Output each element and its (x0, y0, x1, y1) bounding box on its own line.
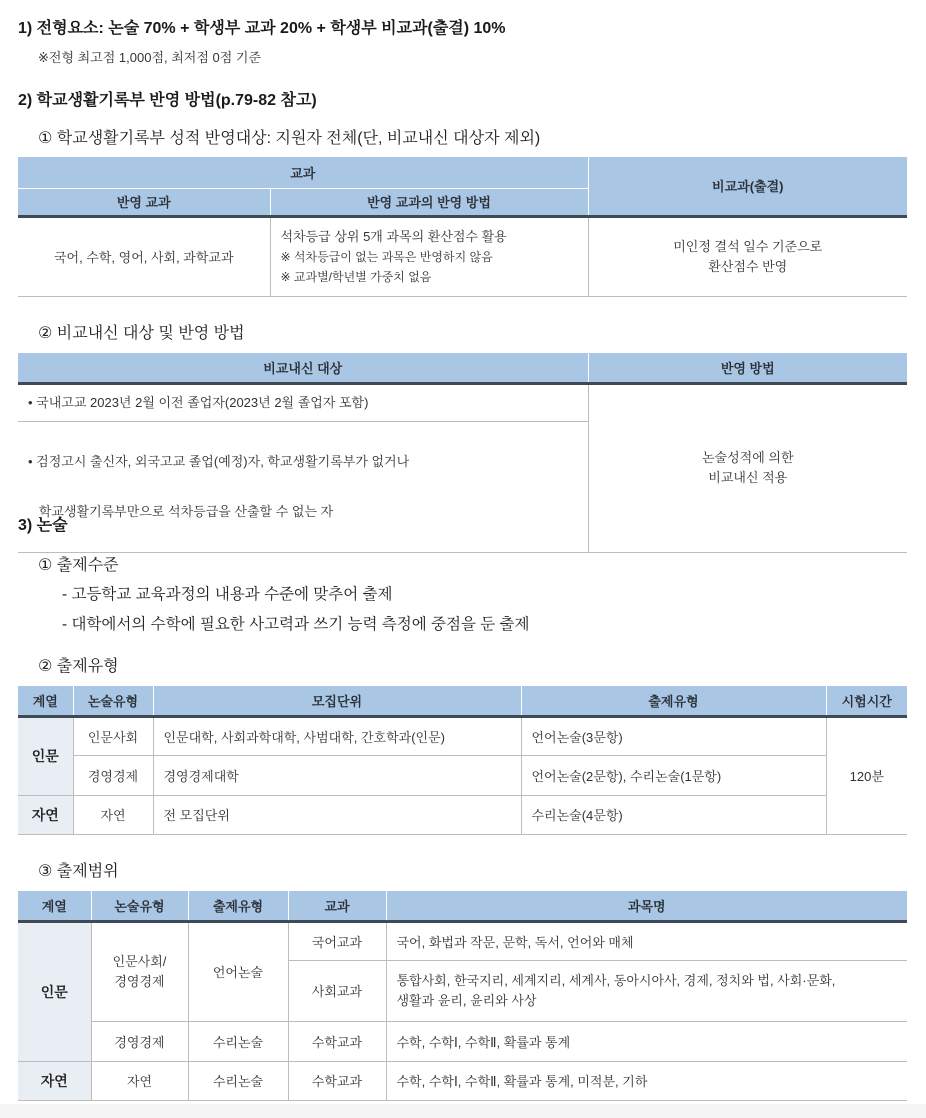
header-time: 시험시간 (826, 686, 907, 716)
score-note: ※전형 최고점 1,000점, 최저점 0점 기준 (38, 50, 262, 65)
format-cell: 언어논술(2문항), 수리논술(1문항) (521, 755, 826, 795)
track-cell: 인문 (18, 921, 91, 1061)
format-cell: 수리논술(4문항) (521, 795, 826, 834)
header-essay-type: 논술유형 (91, 891, 188, 921)
table-row (18, 716, 907, 755)
header-essay-type: 논술유형 (73, 686, 153, 716)
table-row (18, 1021, 907, 1061)
method-line: ※ 교과별/학년별 가중치 없음 (280, 269, 432, 284)
track-cell: 자연 (18, 1061, 91, 1100)
table-row (18, 921, 907, 960)
essay-type-cell (91, 921, 188, 1021)
track-cell: 자연 (18, 795, 73, 834)
subsection-3-3-title: ③ 출제범위 (38, 863, 119, 880)
essay-type-table (18, 686, 907, 835)
courses-cell: 수학, 수학Ⅰ, 수학Ⅱ, 확률과 통계 (386, 1021, 907, 1061)
header-courses: 과목명 (386, 891, 907, 921)
table-row (18, 755, 907, 795)
section-2-title: 2) 학교생활기록부 반영 방법(p.79-82 참고) (18, 92, 317, 109)
attendance-line: 환산점수 반영 (708, 258, 788, 274)
header-track: 계열 (18, 891, 91, 921)
format-cell: 수리논술 (188, 1021, 288, 1061)
header-format: 출제유형 (188, 891, 288, 921)
header-unit: 모집단위 (153, 686, 521, 716)
essay-type-line: 인문사회/ (112, 953, 167, 969)
unit-cell: 인문대학, 사회과학대학, 사범대학, 간호학과(인문) (153, 716, 521, 755)
table-row (18, 216, 907, 296)
subject-cell: 수학교과 (288, 1021, 386, 1061)
essay-type-cell: 자연 (91, 1061, 188, 1100)
method-cell (270, 216, 588, 296)
format-cell: 수리논술 (188, 1061, 288, 1100)
essay-type-cell: 인문사회 (73, 716, 153, 755)
level-item: - 대학에서의 수학에 필요한 사고력과 쓰기 능력 측정에 중점을 둔 출제 (62, 616, 530, 633)
target-line: 학교생활기록부만으로 석차등급을 산출할 수 없는 자 (28, 503, 334, 519)
page-footer-background (0, 1104, 926, 1118)
essay-type-cell: 경영경제 (73, 755, 153, 795)
subjects-cell: 국어, 수학, 영어, 사회, 과학교과 (18, 216, 270, 296)
essay-type-cell: 자연 (73, 795, 153, 834)
table-row (18, 795, 907, 834)
header-subject-group: 교과 (18, 157, 588, 188)
header-method: 반영 교과의 반영 방법 (270, 188, 588, 216)
courses-line: 생활과 윤리, 윤리와 사상 (396, 992, 537, 1008)
courses-cell: 수학, 수학Ⅰ, 수학Ⅱ, 확률과 통계, 미적분, 기하 (386, 1061, 907, 1100)
header-subject: 교과 (288, 891, 386, 921)
comparison-grade-table (18, 353, 907, 553)
courses-cell (386, 960, 907, 1021)
table-row (18, 383, 907, 421)
method-line: 비교내신 적용 (708, 470, 788, 485)
method-line: 논술성적에 의한 (701, 450, 794, 465)
header-subjects: 반영 교과 (18, 188, 270, 216)
target-line: • 국내고교 2023년 2월 이전 졸업자(2023년 2월 졸업자 포함) (28, 394, 369, 410)
subsection-2-1-title: ① 학교생활기록부 성적 반영대상: 지원자 전체(단, 비교내신 대상자 제외) (38, 130, 541, 147)
exam-scope-table (18, 891, 907, 1101)
header-attendance: 비교과(출결) (588, 157, 907, 216)
subject-cell: 사회교과 (288, 960, 386, 1021)
attendance-line: 미인정 결석 일수 기준으로 (673, 238, 823, 254)
header-format: 출제유형 (521, 686, 826, 716)
unit-cell: 경영경제대학 (153, 755, 521, 795)
target-cell (18, 421, 588, 552)
courses-line: 통합사회, 한국지리, 세계지리, 세계사, 동아시아사, 경제, 정치와 법, 사회·문화, (396, 972, 836, 988)
level-item: - 고등학교 교육과정의 내용과 수준에 맞추어 출제 (62, 586, 393, 603)
subsection-2-2-title: ② 비교내신 대상 및 반영 방법 (38, 325, 245, 342)
courses-cell: 국어, 화법과 작문, 문학, 독서, 언어와 매체 (386, 921, 907, 960)
target-cell (18, 383, 588, 421)
method-line: 석차등급 상위 5개 과목의 환산점수 활용 (280, 228, 507, 244)
essay-type-cell: 경영경제 (91, 1021, 188, 1061)
format-cell: 언어논술 (188, 921, 288, 1021)
method-line: ※ 석차등급이 없는 과목은 반영하지 않음 (280, 249, 493, 264)
subject-cell: 수학교과 (288, 1061, 386, 1100)
essay-type-line: 경영경제 (114, 973, 165, 989)
header-target: 비교내신 대상 (18, 353, 588, 383)
attendance-cell (588, 216, 907, 296)
track-cell: 인문 (18, 716, 73, 795)
target-line: • 검정고시 출신자, 외국고교 졸업(예정)자, 학교생활기록부가 없거나 (28, 453, 410, 469)
unit-cell: 전 모집단위 (153, 795, 521, 834)
format-cell: 언어논술(3문항) (521, 716, 826, 755)
school-record-table (18, 157, 907, 297)
subsection-3-2-title: ② 출제유형 (38, 658, 119, 675)
header-track: 계열 (18, 686, 73, 716)
time-cell: 120분 (826, 716, 907, 834)
subject-cell: 국어교과 (288, 921, 386, 960)
subsection-3-1-title: ① 출제수준 (38, 557, 119, 574)
section-1-title: 1) 전형요소: 논술 70% + 학생부 교과 20% + 학생부 비교과(출결) 10% (18, 20, 506, 37)
header-method: 반영 방법 (588, 353, 907, 383)
section-3-title: 3) 논술 (18, 517, 68, 534)
method-cell (588, 383, 907, 552)
table-row (18, 1061, 907, 1100)
